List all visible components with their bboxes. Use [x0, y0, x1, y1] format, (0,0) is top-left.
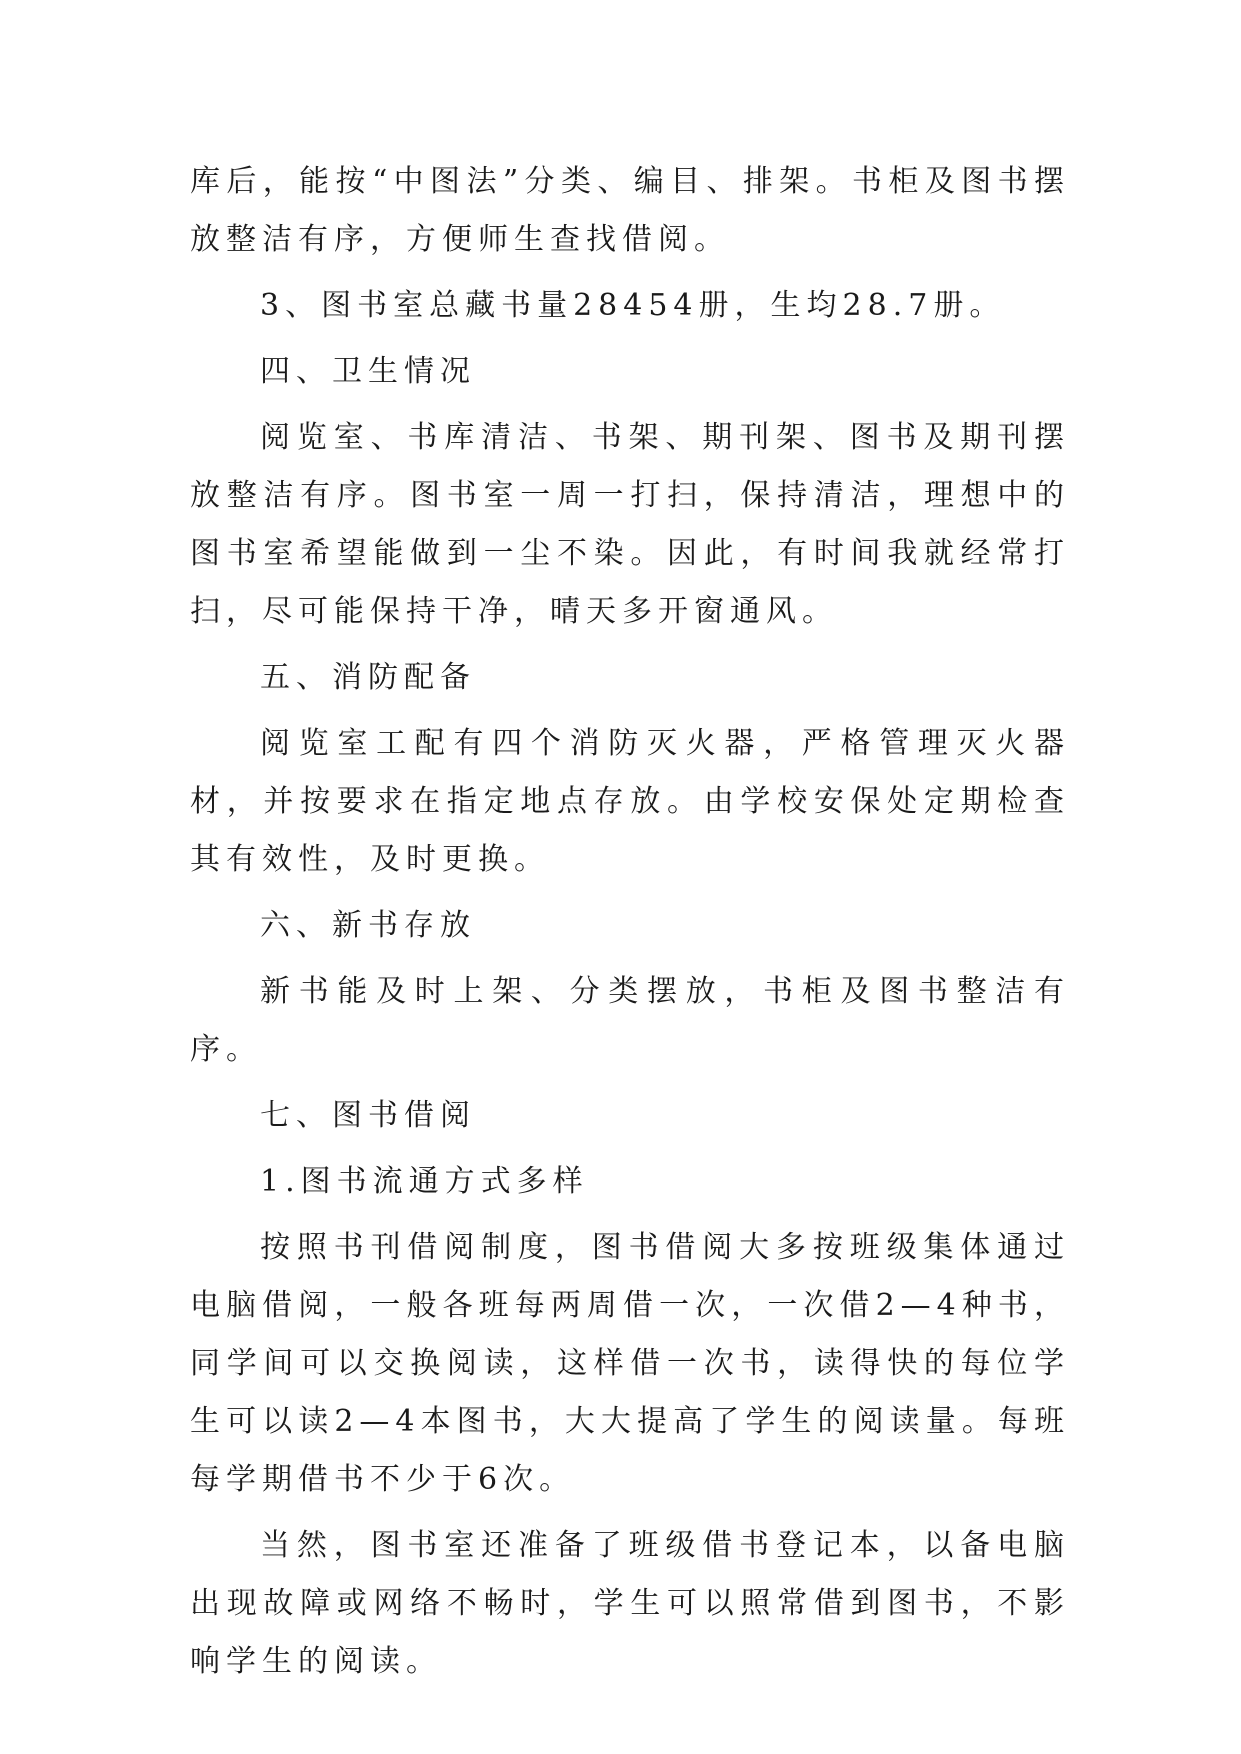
paragraph-hygiene: 阅览室、书库清洁、书架、期刊架、图书及期刊摆放整洁有序。图书室一周一打扫，保持清洁，理想中的图书室希望能做到一尘不染。因此，有时间我就经常打扫，尽可能保持干净，晴天多开窗通风。 [190, 420, 1070, 629]
paragraph-backup-register: 当然，图书室还准备了班级借书登记本，以备电脑出现故障或网络不畅时，学生可以照常借到图书，不影响学生的阅读。 [190, 1528, 1070, 1679]
paragraph-borrowing-rules: 按照书刊借阅制度，图书借阅大多按班级集体通过电脑借阅，一般各班每两周借一次，一次借2—4种书，同学间可以交换阅读，这样借一次书，读得快的每位学生可以读2—4本图书，大大提高了学生的阅读量。每班每学期借书不少于6次。 [190, 1230, 1070, 1497]
paragraph-collection-stats: 3、图书室总藏书量28454册，生均28.7册。 [260, 288, 1006, 323]
document-body [190, 153, 1070, 1691]
paragraph-new-books: 新书能及时上架、分类摆放，书柜及图书整洁有序。 [190, 974, 1070, 1067]
section-heading-new-books: 六、新书存放 [260, 908, 476, 943]
subheading-circulation: 1.图书流通方式多样 [260, 1164, 589, 1199]
paragraph-continuation: 库后，能按“中图法”分类、编目、排架。书柜及图书摆放整洁有序，方便师生查找借阅。 [190, 164, 1070, 257]
section-heading-fire-safety: 五、消防配备 [260, 660, 476, 695]
paragraph-fire-safety: 阅览室工配有四个消防灭火器，严格管理灭火器材，并按要求在指定地点存放。由学校安保处定期检查其有效性，及时更换。 [190, 726, 1070, 877]
section-heading-borrowing: 七、图书借阅 [260, 1098, 476, 1133]
section-heading-hygiene: 四、卫生情况 [260, 354, 476, 389]
